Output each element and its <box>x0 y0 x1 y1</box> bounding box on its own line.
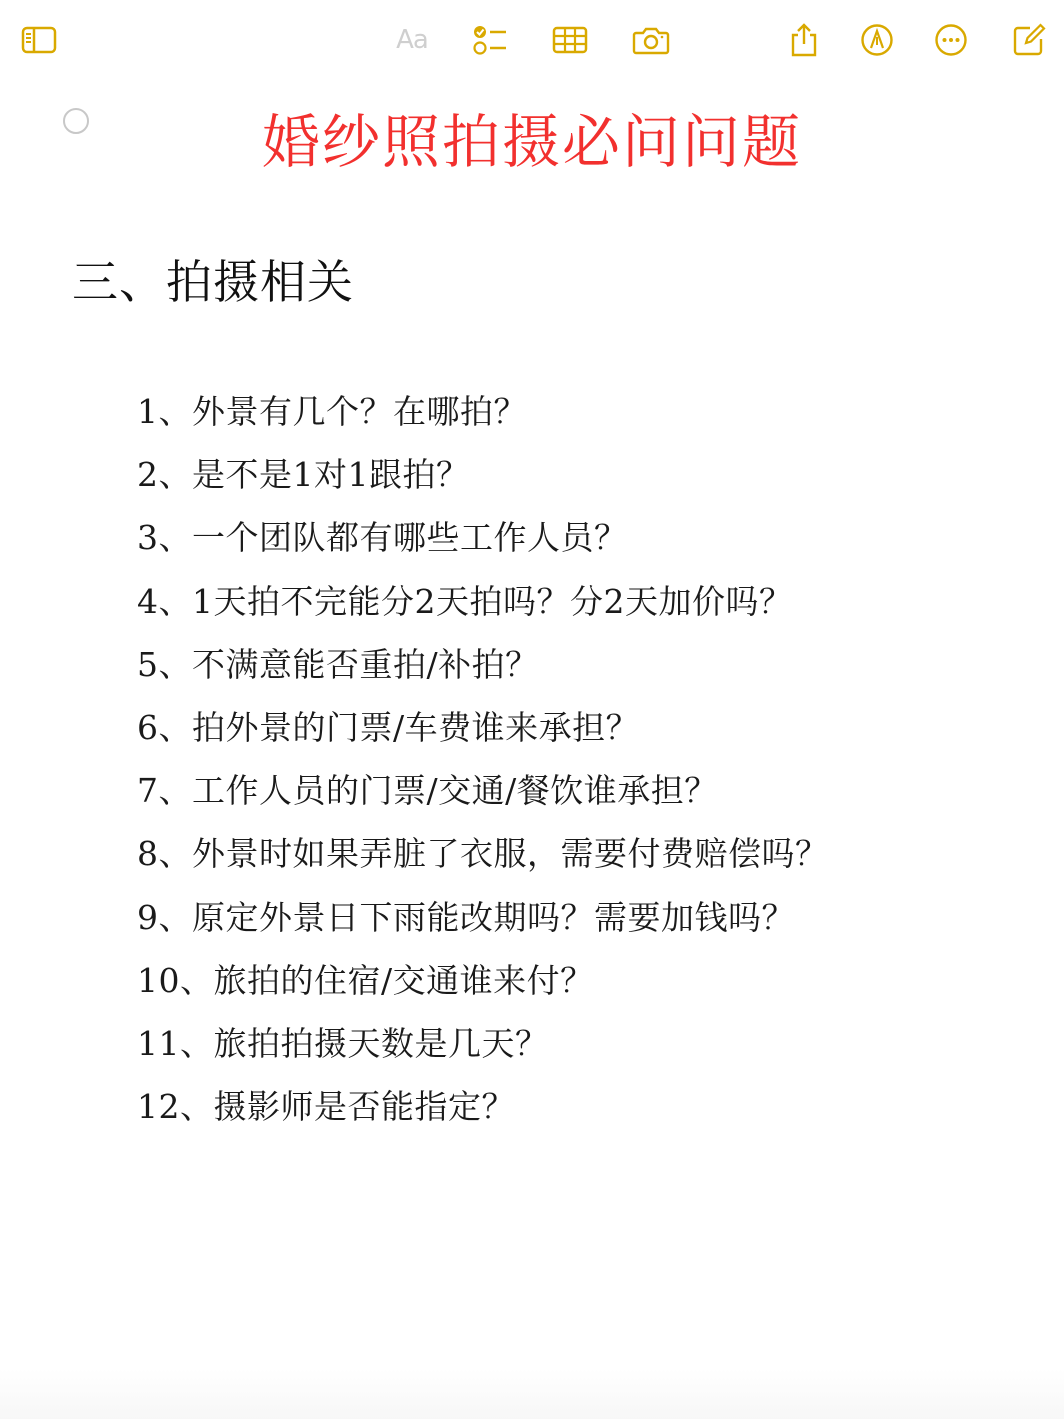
sidebar-toggle-button[interactable] <box>19 20 59 60</box>
question-item: 10、旅拍的住宿/交通谁来付？ <box>137 960 594 1000</box>
question-item: 3、一个团队都有哪些工作人员？ <box>137 518 628 558</box>
table-button[interactable] <box>550 20 590 60</box>
camera-icon <box>632 25 670 55</box>
question-item: 2、是不是1对1跟拍？ <box>137 455 470 495</box>
checklist-button[interactable] <box>470 20 510 60</box>
more-icon <box>934 23 968 57</box>
question-item: 4、1天拍不完能分2天拍吗？分2天加价吗？ <box>137 581 793 621</box>
question-item: 11、旅拍拍摄天数是几天？ <box>137 1024 549 1064</box>
camera-button[interactable] <box>631 20 671 60</box>
markup-icon <box>860 23 894 57</box>
more-button[interactable] <box>931 20 971 60</box>
notes-toolbar <box>0 0 1064 82</box>
share-icon <box>789 23 819 57</box>
table-icon <box>552 26 588 54</box>
compose-icon <box>1012 23 1046 57</box>
question-item: 9、原定外景日下雨能改期吗？需要加钱吗？ <box>137 897 795 937</box>
note-title: 婚纱照拍摄必问问题 <box>261 108 802 176</box>
question-item: 7、工作人员的门票/交通/餐饮谁承担？ <box>137 771 718 811</box>
question-item: 8、外景时如果弄脏了衣服，需要付费赔偿吗？ <box>137 834 829 874</box>
sidebar-icon <box>21 26 57 54</box>
share-button[interactable] <box>784 20 824 60</box>
section-heading: 三、拍摄相关 <box>72 255 354 309</box>
question-list <box>137 380 829 1138</box>
compose-button[interactable] <box>1009 20 1049 60</box>
format-text-icon: Aa <box>396 25 428 55</box>
question-item: 1、外景有几个？在哪拍？ <box>137 392 527 431</box>
question-item: 5、不满意能否重拍/补拍？ <box>137 644 539 684</box>
format-text-button[interactable] <box>392 20 432 60</box>
checklist-icon <box>472 24 508 56</box>
question-item: 6、拍外景的门票/车费谁来承担？ <box>137 708 640 748</box>
question-item: 12、摄影师是否能指定？ <box>137 1087 515 1127</box>
markup-button[interactable] <box>857 20 897 60</box>
bottom-edge <box>0 1369 1064 1419</box>
